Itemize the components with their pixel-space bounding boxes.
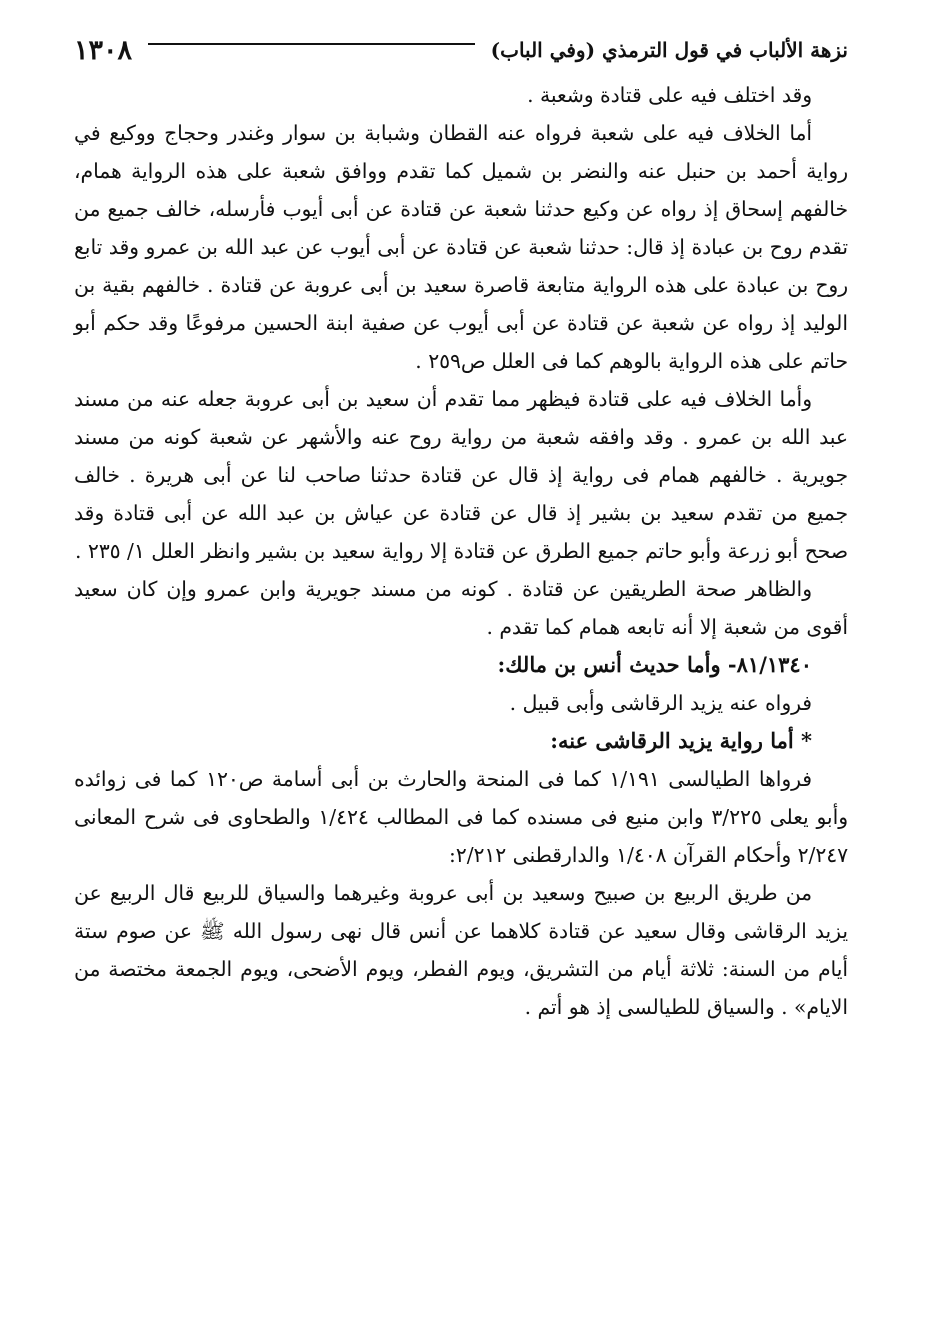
sub-heading: * أما رواية يزيد الرقاشى عنه: — [550, 728, 812, 753]
book-page — [74, 28, 848, 1308]
paragraph: فرواها الطيالسى ١/١٩١ كما فى المنحة والحارث بن أبى أسامة ص١٢٠ كما فى زوائده وأبو يعلى ٣/٢٢٥ وابن منيع فى مسنده كما فى المطالب ١/٤٢٤ والطحاوى فى شرح المعانى ٢/٢٤٧ وأحكام القرآن ١/٤٠٨ والدارقطنى ٢/٢١٢: — [74, 767, 849, 867]
paragraph: وقد اختلف فيه على قتادة وشعبة . — [527, 83, 812, 107]
page-body — [74, 76, 848, 1026]
narration-line: فرواه عنه يزيد الرقاشى وأبى قبيل . — [509, 691, 812, 715]
page-number: ١٣٠٨ — [74, 34, 133, 66]
hadith-heading: ٨١/١٣٤٠- وأما حديث أنس بن مالك: — [497, 652, 812, 677]
running-title: نزهة الألباب في قول الترمذي (وفي الباب) — [490, 38, 848, 62]
paragraph: والظاهر صحة الطريقين عن قتادة . كونه من مسند جويرية وابن عمرو وإن كان سعيد أقوى من شعبة إلا أنه تابعه همام كما تقدم . — [74, 577, 848, 639]
header-rule — [148, 43, 475, 45]
paragraph: وأما الخلاف فيه على قتادة فيظهر مما تقدم أن سعيد بن أبى عروبة جعله عنه من مسند عبد الله بن عمرو . وقد وافقه شعبة من رواية روح عنه والأشهر عن شعبة كونه من مسند جويرية . خالفهم همام فى رواية إذ قال عن قتادة حدثنا صاحب لنا عن أبى هريرة . خالف جميع من تقدم سعيد بن بشير إذ قال عن قتادة عن عياش بن عبد الله عن أبى قتادة وقد صحح أبو زرعة وأبو حاتم جميع الطرق عن قتادة إلا رواية سعيد بن بشير وانظر العلل ١/ ٢٣٥ . — [74, 387, 848, 563]
page-header — [74, 28, 848, 72]
paragraph: من طريق الربيع بن صبيح وسعيد بن أبى عروبة وغيرهما والسياق للربيع قال الربيع عن يزيد الرقاشى وقال سعيد عن قتادة كلاهما عن أنس قال نهى رسول الله ﷺ عن صوم ستة أيام من السنة: ثلاثة أيام من التشريق، ويوم الفطر، ويوم الأضحى، ويوم الجمعة مختصة من الايام» . والسياق للطيالسى إذ هو أتم . — [74, 881, 848, 1019]
paragraph: أما الخلاف فيه على شعبة فرواه عنه القطان وشبابة بن سوار وغندر وحجاج ووكيع في رواية أحمد بن حنبل عنه والنضر بن شميل كما تقدم ووافق شعبة على هذه الرواية همام، خالفهم إسحاق إذ رواه عن وكيع حدثنا شعبة عن قتادة عن أبى أيوب فأرسله، خالف جميع من تقدم روح بن عبادة إذ قال: حدثنا شعبة عن قتادة عن أبى أيوب عن عبد الله بن عمرو وقد تابع روح بن عبادة على هذه الرواية متابعة قاصرة سعيد بن أبى عروبة عن قتادة . خالفهم بقية بن الوليد إذ رواه عن شعبة عن قتادة عن أبى أيوب عن صفية ابنة الحسين مرفوعًا وقد حكم أبو حاتم على هذه الرواية بالوهم كما فى العلل ص٢٥٩ . — [74, 121, 848, 373]
